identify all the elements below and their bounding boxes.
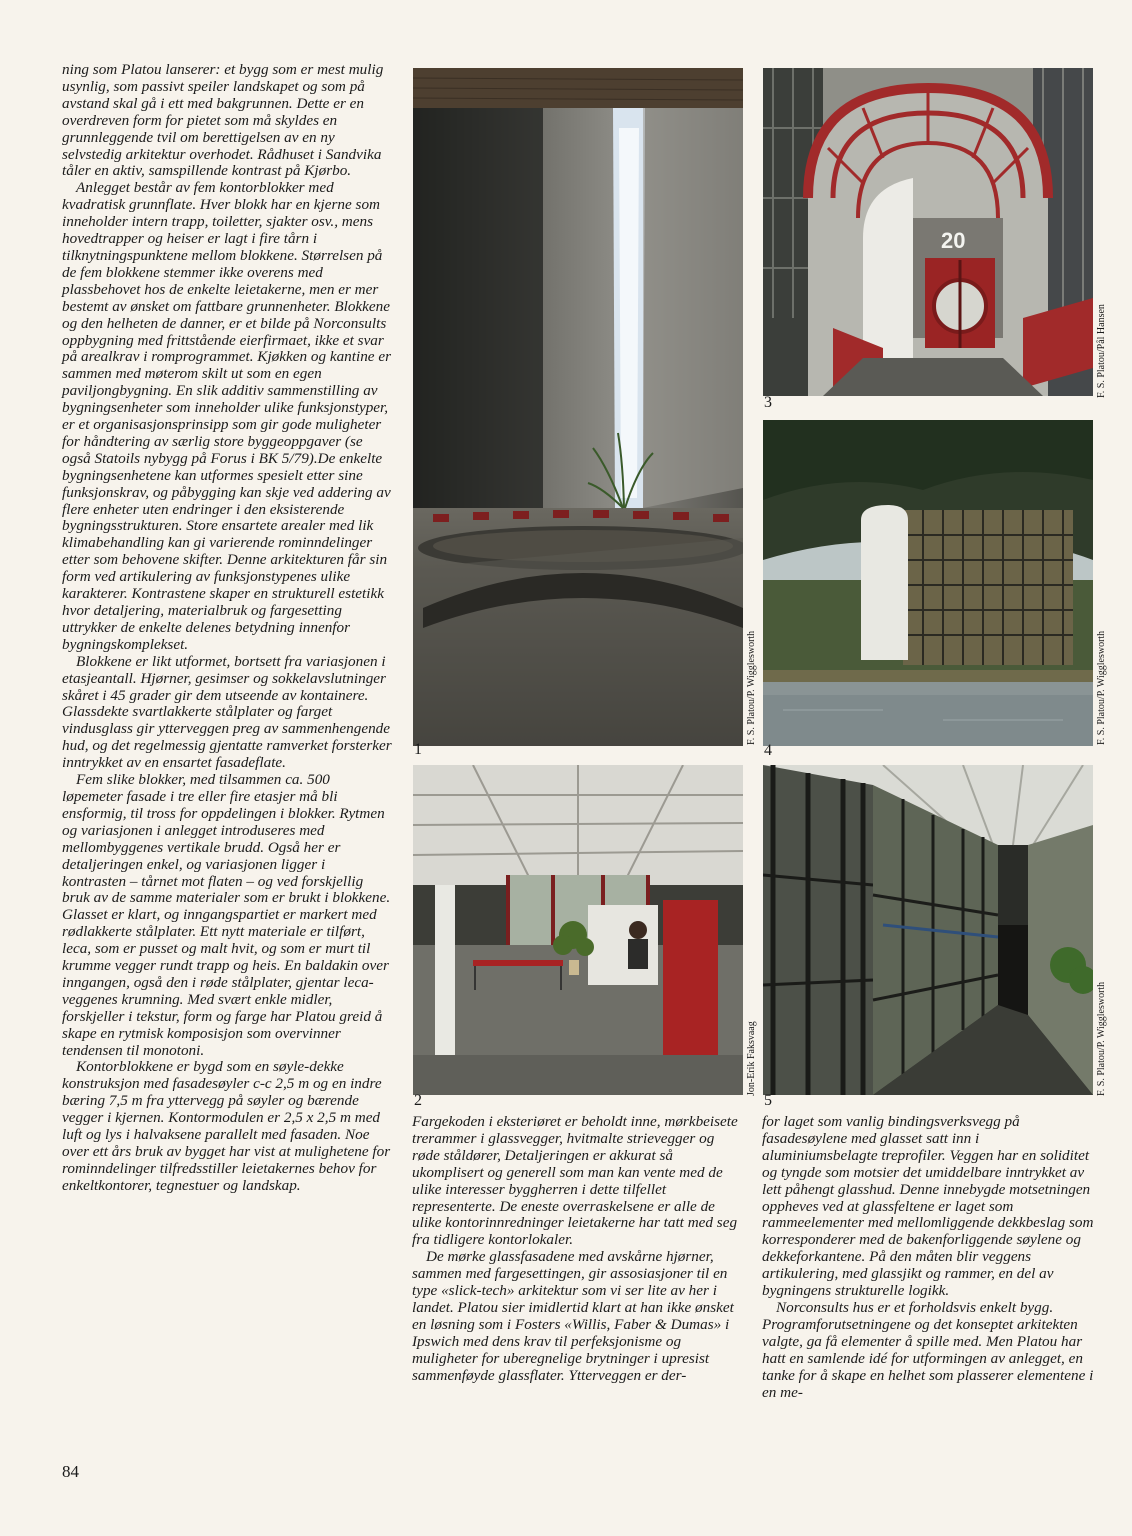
paragraph: Anlegget består av fem kontorblokker med kvadratisk grunnflate. Hver blokk har en kjerne som inneholder intern trapp, toiletter, sjakter osv., mens hovedtrapper og heiser er lagt i fire tårn i tilknytningspunktene mellom blokkene. Størrelsen på de fem blokkene stemmer ikke overens med plassbehovet hos de enkelte leietakerne, men er mer bestemt av ønsket om fattbare grunnenheter. Blokkene og den helheten de danner, er et bilde på Norconsults oppbygning med frittstående eierfirmaet, ikke et svar på arealkrav i romprogrammet. Kjøkken og kantine er sammen med møterom skilt ut som en egen paviljongbygning. En slik additiv sammenstilling av bygningsenheter som inneholder ulike funksjonstyper, er et organisasjonsprinsipp som gir gode muligheter for håndtering av særlig store byggeoppgaver (se også Statoils nybygg på Forus i BK 5/79).De enkelte bygningsenhetene kan utformes spesielt etter sine funksjonskrav, og påbygging kan skje ved addering av flere enheter uten endringer i den eksisterende bygningsstrukturen. Store ensartete arealer med lik klimabehandling kan gi varierende rominndelinger etter som behovene skifter. Denne arkitekturen får sin form ved artikulering av funksjonstypenes ulike karakterer. Kontrastene skaper en strukturell estetikk hvor detaljering, materialbruk og fargesetting uttrykker de enkelte delenes betydning innenfor bygningskomplekset.: [62, 179, 391, 653]
paragraph: Kontorblokkene er bygd som en søyle-dekke konstruksjon med fasadesøyler c-c 2,5 m og en indre bæring 7,5 m fra yttervegg på søyler og bærende vegger i kjernen. Kontormodulen er 2,5 x 2,5 m med luft og lys i halvaksene parallelt med fasaden. Noe over ett års bruk av bygget har vist at mulighetene for rominndelinger tilfredsstiller leietakernes behov for enkeltkontorer, tegnestuer og landskap.: [62, 1058, 391, 1194]
photo-credit: Jon-Erik Faksvaag: [746, 1021, 757, 1096]
photo-credit: F. S. Platou/P. Wigglesworth: [1096, 630, 1107, 745]
photo-credit: F. S. Platou/P. Wigglesworth: [1096, 981, 1107, 1096]
figure-number: 3: [764, 394, 772, 411]
paragraph: Norconsults hus er et forholdsvis enkelt bygg. Programforutsetningene og det konseptet arkitekten valgte, ga få elementer å spille med. Men Platou har hatt en samlende idé for utformingen av anlegget, en tanke for å skape en helhet som plasserer elementene i en me-: [762, 1298, 1094, 1401]
text-column-middle: [412, 1114, 742, 1385]
paragraph: Fem slike blokker, med tilsammen ca. 500 løpemeter fasade i tre eller fire etasjer må bli ensformig, til tross for oppdelingen i blokker. Rytmen og variasjonen i anlegget introduseres med mellombyggenes vertikale brudd. Også her er detaljeringen enkel, og variasjonen ligger i kontrasten – tårnet mot flaten – og ved forskjellig bruk av de samme materialer som er brukt i blokkene. Glasset er klart, og inngangspartiet er markert med rødlakkerte stålplater. Ett nytt materiale er tilført, leca, som er pusset og malt hvit, og som er murt til krumme vegger rundt trapp og heis. En baldakin over inngangen, også den i røde stålplater, gjentar leca-veggenes krumning. Med svært enkle midler, forskjeller i tekstur, form og farge har Platou greid å skape en rytmisk komposisjon som overvinner tendensen til monotoni.: [62, 771, 391, 1059]
paragraph: De mørke glassfasadene med avskårne hjørner, sammen med fargesettingen, gir assosiasjoner til en type «slick-tech» arkitektur som vi ser lite av her i landet. Platou sier imidlertid klart at han ikke ønsket en løsning som i Fosters «Willis, Faber & Dumas» i Ipswich med dens krav til perfeksjonisme og muligheter for uberegnelige brytninger i upresist sammenføyde glassflater. Ytterveggen er der-: [412, 1248, 734, 1384]
building-number-sign: 20: [941, 228, 966, 253]
photo-3-entrance: [763, 68, 1093, 396]
text-column-left: [62, 62, 392, 1195]
paragraph: for laget som vanlig bindingsverksvegg på fasadesøylene med glasset satt inn i aluminiumsbelagte treprofiler. Veggen har en soliditet og tyngde som motsier det umiddelbare inntrykket av lett påhengt glasshud. Denne innebygde motsetningen oppheves ved at glassfeltene er laget som rammeelementer med mellomliggende dekkbeslag som korresponderer med de bakenforliggende søylene og dekkeforkantene. På den måten blir veggens artikulering, med glassjikt og rammer, en del av bygningens strukturelle logikk.: [762, 1113, 1094, 1300]
paragraph: ning som Platou lanserer: et bygg som er mest mulig usynlig, som passivt speiler landskapet og som på avstand skal gå i ett med bakgrunnen. Dette er en overdreven form for pietet som må skyldes en grunnleggende tvil om berettigelsen av en ny selvstedig arkitektur overhodet. Rådhuset i Sandvika tåler en aktiv, samspillende kontrast på Kjørbo.: [62, 61, 384, 180]
figure-number: 1: [414, 741, 422, 758]
paragraph: Fargekoden i eksteriøret er beholdt inne, mørkbeisete trerammer i glassvegger, hvitmalte strievegger og røde ståldører, Detaljeringen er akkurat så ukomplisert og generell som man kan vente med de ulike interesser byggherren i dette tilfellet representerte. De eneste overraskelsene er alle de ulike kontorinnredninger leietakerne har tatt med seg fra tidligere kontorlokaler.: [412, 1113, 738, 1249]
photo-2-office: [413, 765, 743, 1095]
photo-5-glass-wall: [763, 765, 1093, 1095]
photo-credit: F. S. Platou/Pål Hansen: [1096, 304, 1107, 398]
text-column-right: [762, 1114, 1094, 1401]
page-number: 84: [62, 1462, 79, 1481]
photo-4-exterior: [763, 420, 1093, 746]
figure-number: 2: [414, 1092, 422, 1109]
paragraph: Blokkene er likt utformet, bortsett fra variasjonen i etasjeantall. Hjørner, gesimser og sokkelavslutninger skåret i 45 grader gir dem utseende av kontainere. Glassdekte svartlakkerte stålplater og farget vindusglass gir ytterveggen preg av sammenhengende hud, og det regelmessig gjentatte ramverket forsterker inntrykket av en ensartet fasadeflate.: [62, 652, 392, 772]
figure-number: 5: [764, 1092, 772, 1109]
photo-1-meeting-room: [413, 68, 743, 746]
photo-credit: F. S. Platou/P. Wigglesworth: [746, 630, 757, 745]
figure-number: 4: [764, 742, 772, 759]
